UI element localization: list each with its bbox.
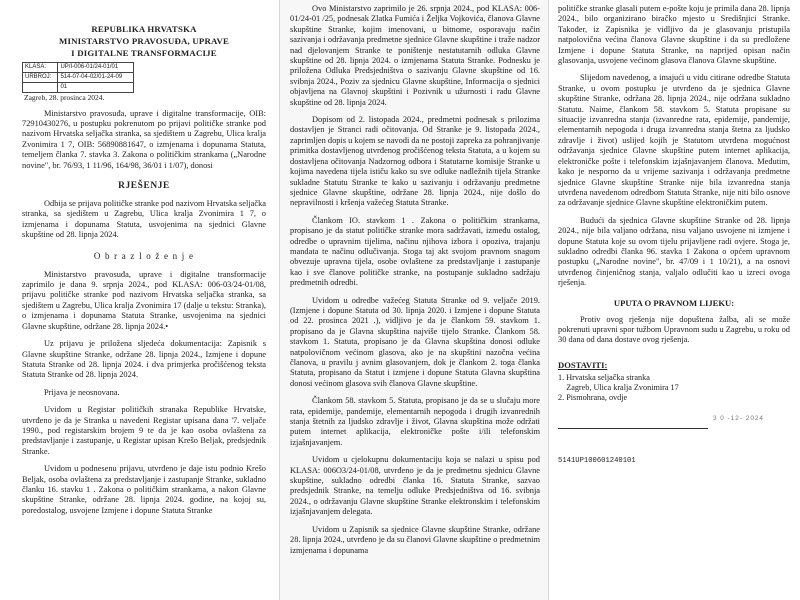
body-paragraph: Uvidom u odredbe važećeg Statuta Stranke od 9. veljače 2019. (Izmjene i dopune Statuta od 30. lipnja 2020. i Izmjene i dopune Statuta od 22. prosinca 2021 .), vidljivo je da je člankom 59. stavkom 1. propisano da je Glavna skupština najviše tijelo Stranke. Člankom 58. stavkom 1. Statuta, propisano je da Glavna skupština donosi odluke natpolovičnom većinom glasova, ako je na skupštini nazočna većina članova, u pravilu j avnim glasovanjem, dok je člankom 2. toga članka Statuta, propisano da Statut i izmjene i dopune Statuta Glavna skupština donosi većinom glasova svih članova Glavne skupštine. (290, 295, 540, 388)
reasoning-paragraph: Uz prijavu je priložena sljedeća dokumentacija: Zapisnik s Glavne skupštine Stranke, održane 28. lipnja 2024., Izmjene i dopune Statuta Stranke od 28. lipnja 2024. i dva primjerka pročišćenog teksta Statuta Stranke od 28. lipnja 2024. (22, 339, 266, 380)
urbroj-label: URBROJ: (23, 72, 58, 82)
reasoning-title: O b r a z l o ž e n j e (93, 250, 195, 261)
delivery-title: DOSTAVITI: (558, 359, 608, 370)
urbroj-value: 514-07-04-02/01-24-09 (58, 72, 134, 82)
body-paragraph: Člankom IO. stavkom 1 . Zakona o političkim strankama, propisano je da statut političke stranke mora sadržavati, između ostalog, odredbe o upravnim tijelima, načinu njihova izbora i opoziva, trajanju mandata te načinu odlučivanja. Stoga taj akt svojom pravnom snagom obvezuje upravna tijela, osobe ovlaštene za predstavljanje i zastupanje kao i sve članove političke stranke, na postupanje sukladno sadržaju predmetnih odredbi. (290, 215, 540, 288)
place-date: Zagreb, 28. prosinca 2024. (24, 92, 105, 102)
delivery-item: Zagreb, Ulica kralja Zvonimira 17 (558, 382, 679, 392)
urbroj-extra: 01 (58, 82, 134, 92)
body-paragraph: političke stranke glasali putem e-pošte koju je primila dana 28. lipnja 2024., bilo organizirano biračko mjesto u Središnjici Stranke. Također, iz Zapisnika je vidljivo da je glasovanju pristupila natpolovična većina članova Glavne skupštine i da su predložene Izmjene i dopune Statuta Stranke, na naprijed opisan način glasovanja, usvojene većinom glasova članova Glavne skupštine. (558, 4, 790, 66)
body-paragraph: Dopisom od 2. listopada 2024., predmetni podnesak s prilozima dostavljen je Stranci radi očitovanja. Od Stranke je 9. listopada 2024., zaprimljen dopis u kojem se navodi da ne postoji zapreka za pohranjivanje primitka dostavljenog utvrđenog pročišćenog teksta Statuta, a u kojem su dostavljena očitovanja Nadzornog odbora i Statutarne komisije Stranke u kojima navedena tijela ističu kako su sve odluke nadležnih tijela Stranke sukladne Statutu Stranke te kako u sazivanju i održavanju predmetne sjednice Glavne skupštine, održane 28. lipnja 2024., nije došlo do nepravilnosti i kršenja važećeg Statuta Stranke. (290, 115, 541, 208)
body-paragraph: Uvidom u cjelokupnu dokumentaciju koja se nalazi u spisu pod KLASA: 006O3/24-01/08, utvrđeno je da je predmetnu sjednicu Glavne skupštine, sukladno odredbi članka 16. Statuta Stranke, sazvao predsjednik Stranke, na temelju odluke Predsjedništva od 16. svibnja 2024., o održavanju Glavne skupštine Stranke elektronskim i telefonskim izjašnjavanjem delegata. (290, 455, 540, 517)
legal-remedy-text: Protiv ovog rješenja nije dopuštena žalba, ali se može pokrenuti upravni spor tužbom Upravnom sudu u Zagrebu, u roku od 30 dana od dana dostave ovog rješenja. (558, 314, 790, 345)
delivery-item: 1. Hrvatska seljačka stranka (558, 372, 650, 382)
document-barcode-number: 5141UP100601240101 (558, 456, 636, 465)
header-country: REPUBLIKA HRVATSKA (91, 24, 197, 34)
signature-line (558, 428, 708, 429)
klasa-label: KLASA: (23, 62, 58, 72)
legal-remedy-title: UPUTA O PRAVNOM LIJEKU: (613, 297, 735, 308)
body-paragraph: Ovo Ministarstvo zaprimilo je 26. srpnja 2024., pod KLASA: 006-01/24-01 /25, podnesak Zlatka Fumića i Željka Vojkovića, članova Glavne skupštine Stranke, kojim imenovani, u bitnome, osporavaju način sazivanja i održavanja predmetne sjednice Glavne skupštine i traže nadzor nad djelovanjem Stranke te poništenje nestatutarnih odluka Glavne skupštine od 28. lipnja 2024. o izmjenama Statuta Stranke. Podnesku je priložena Odluka Predsjedništva o sazivanju Glavne skupštine od 16. svibnja 2024., Poziv za sjednicu Glavne skupštine, Informacija o sjednici objavljena na Glavnoj skupštini i Pozivnik u užurnosti i radu Glavne skupštine od 28. lipnja 2024. (290, 4, 540, 107)
klasa-value: UP/I-006-01/24-01/01 (58, 62, 134, 72)
reasoning-paragraph: Ministarstvo pravosuđa, uprave i digitalne transformacije zaprimilo je dana 9. srpnja 2024., pod KLASA: 006-03/24-01/08, prijavu političke stranke pod nazivom Hrvatska seljačka stranka, sa sjedištem u Zagrebu, Ulica kralja Zvonimira 17 (dalje u tekstu: Stranka), o izmjenama i dopunama Statuta Stranke, usvojenima na sjednici Glavne skupštine, održane 28. lipnja 2024.• (22, 269, 266, 331)
page-column-3 (548, 0, 800, 600)
body-paragraph: Uvidom u Zapisnik sa sjednice Glavne skupštine Stranke, održane 28. lipnja 2024., utvrđeno je da su članovi Glavne skupštine o predmetnim izmjenama i dopunama (290, 524, 540, 555)
body-paragraph: Člankom 58. stavkom 5. Statuta, propisano je da se u slučaju more rata, epidemije, pandemije, elementarnih nepogoda i drugih izvanrednih stanja štetnih za ljudsko zdravlje i život, Glavna skupština može održati putem internet aplikacija, elektroničke pošte i/ili telefonskim izjašnjavanjem. (290, 396, 540, 447)
reasoning-paragraph: Uvidom u Registar političkih stranaka Republike Hrvatske, utvrđeno je da je Stranka u navedeni Registar upisana dana '7. veljače 1990., pod registarskim brojem 9 te da je kao osoba ovlaštena za predstavljanje i zastupanje, u Registar upisan Krešo Beljak, predsjednik Stranke. (22, 405, 266, 456)
header-ministry-cont: I DIGITALNE TRANSFORMACIJE (71, 48, 217, 59)
decision-text: Odbija se prijava političke stranke pod nazivom Hrvatska seljačka stranka, sa sjedištem u Zagrebu, Ulica kralja Zvonimira 1 7, o izmjenama i dopunama Statuta, usvojenima na sjednici Glavne skupštine od 28. lipnja 2024. (22, 199, 266, 240)
page-column-1 (0, 0, 280, 600)
header-ministry: MINISTARSTVO PRAVOSUĐA, UPRAVE (58, 36, 230, 47)
body-paragraph: Budući da sjednica Glavne skupštine Stranke od 28. lipnja 2024., nije bila valjano održana, nisu valjano usvojene ni izmjene i dopune Statuta koje su ovom tijelu prijavljene radi ovjere. Stoga je, sukladno odredbi članka 96. stavka 1 Zakona o općem upravnom postupku („Narodne novine", br. 47/09 i 1 10/21), a na osnovi utvrđenog činjeničnog stanja, valjalo odlučiti kao u izreci ovoga rješenja. (558, 215, 790, 288)
registry-stamp (22, 62, 134, 93)
intro-paragraph: Ministarstvo pravosuđa, uprave i digitalne transformacije, OIB: 72910430276, u postupku pokrenutom po prijavi političke stranke pod nazivom Hrvatska seljačka stranka, sa sjedištem u Zagrebu, Ulica kralja Zvonimira 1 7, OIB: 56890881647, o izmjenama i dopunama Statuta, temeljem članka 7. stavka 3. Zakona o političkim strankama („Narodne novine", br. 76/93, 1 11/96, 164/98, 36/01 i 1/07), donosi (22, 108, 266, 170)
date-stamp: 3 0 -12- 2024 (712, 414, 764, 422)
page-column-2 (280, 0, 548, 600)
body-paragraph: Slijedom navedenog, a imajući u vidu citirane odredbe Statuta Stranke, u ovom postupku je utvrđeno da je sjednica Glavne skupštine Stranke, održana 28. lipnja 2024., nije održana sukladno Statutu. Naime, člankom 58. stavkom 5. Statuta propisane su situacije izvanredna stanja (izvanredne rata, epidemije, pandemije, elementarnih nepogoda i druga izvanredna stanja štetna za ljudsko zdravlje i život) uslijed kojih je Statutom utvrđena mogućnost održavanja sjednice Glavne skupštine putem internet aplikacija, elektroničke pošte i telefonskim izjašnjavanjem članova. Međutim, kako je nesporno da u vrijeme sazivanja i održavanja predmetne sjednice Glavne skupštine Stranke nije bila izvanredna stanja utvrđena navedenom odredbom Statuta Stranke, nije niti bilo osnove za održavanje sjednice Glavne skupštine elektroničkim putem. (558, 73, 790, 208)
decision-title: RJEŠENJE (118, 181, 170, 192)
reasoning-paragraph: Uvidom u podnesenu prijavu, utvrđeno je daje istu podnio Krešo Beljak, osoba ovlaštena za predstavljanje i zastupanje Stranke, sukladno članku 16. stavku 1 . Zakona o političkim strankama, a nakon Glavne skupštine Stranke, održane 28. lipnja 2024. godine, na kojoj su, poredostalog, usvojene Izmjene i dopune Statuta Stranke (22, 464, 266, 515)
delivery-item: 2. Pismohrana, ovdje (558, 392, 628, 402)
reasoning-paragraph: Prijava je neosnovana. (44, 387, 120, 397)
